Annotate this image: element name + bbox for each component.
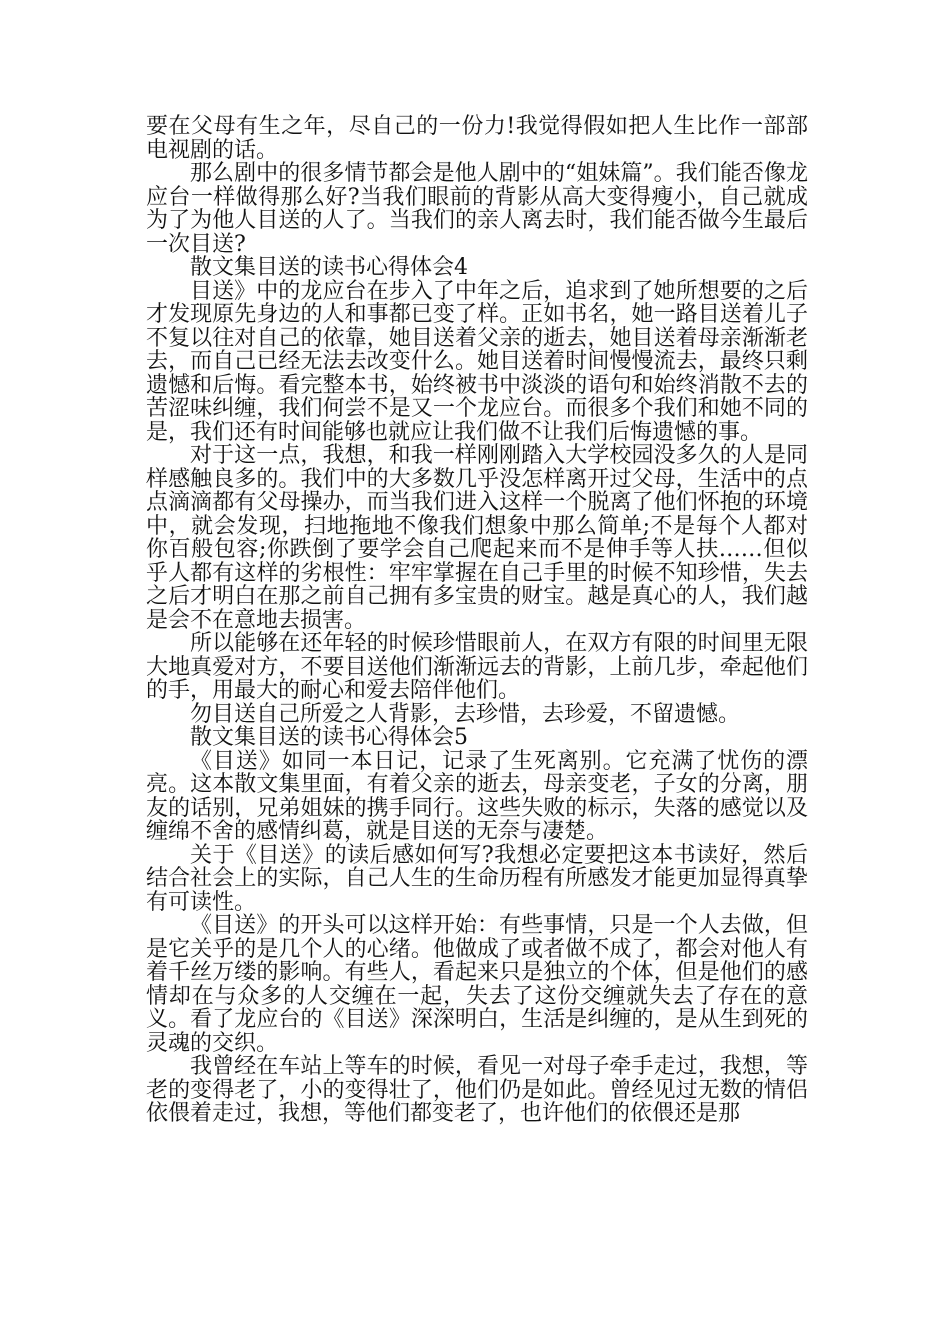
document-body bbox=[146, 115, 808, 1126]
paragraph: 关于《目送》的读后感如何写?我想必定要把这本书读好，然后结合社会上的实际，自己人生的生命历程有所感发才能更加显得真挚有可读性。 bbox=[146, 842, 808, 915]
paragraph: 勿目送自己所爱之人背影，去珍惜，去珍爱，不留遗憾。 bbox=[190, 701, 741, 727]
paragraph: 我曾经在车站上等车的时候，看见一对母子牵手走过，我想，等老的变得老了，小的变得壮了，他们仍是如此。曾经见过无数的情侣依偎着走过，我想，等他们都变老了，也许他们的依偎还是那 bbox=[146, 1054, 808, 1126]
paragraph: 目送》中的龙应台在步入了中年之后，追求到了她所想要的之后才发现原先身边的人和事都已变了样。正如书名，她一路目送着儿子不复以往对自己的依靠，她目送着父亲的逝去，她目送着母亲渐渐老去，而自己已经无法去改变什么。她目送着时间慢慢流去，最终只剩遗憾和后悔。看完整本书，始终被书中淡淡的语句和始终消散不去的苦涩味纠缠，我们何尝不是又一个龙应台。而很多个我们和她不同的是，我们还有时间能够也就应让我们做不让我们后悔遗憾的事。 bbox=[146, 278, 808, 445]
paragraph: 《目送》的开头可以这样开始：有些事情，只是一个人去做，但是它关乎的是几个人的心绪。他做成了或者做不成了，都会对他人有着千丝万缕的影响。有些人，看起来只是独立的个体，但是他们的感情却在与众多的人交缠在一起，失去了这份交缠就失去了存在的意义。看了龙应台的《目送》深深明白，生活是纠缠的，是从生到死的灵魂的交织。 bbox=[146, 913, 808, 1056]
paragraph: 对于这一点，我想，和我一样刚刚踏入大学校园没多久的人是同样感触良多的。我们中的大多数几乎没怎样离开过父母，生活中的点点滴滴都有父母操办，而当我们进入这样一个脱离了他们怀抱的环境中，就会发现，扫地拖地不像我们想象中那么简单;不是每个人都对你百般包容;你跌倒了要学会自己爬起来而不是伸手等人扶……但似乎人都有这样的劣根性：牢牢掌握在自己手里的时候不知珍惜，失去之后才明白在那之前自己拥有多宝贵的财宝。越是真心的人，我们越是会不在意地去损害。 bbox=[146, 443, 808, 633]
paragraph: 要在父母有生之年，尽自己的一份力!我觉得假如把人生比作一部部电视剧的话。 bbox=[146, 114, 808, 163]
paragraph: 那么剧中的很多情节都会是他人剧中的“姐妹篇”。我们能否像龙应台一样做得那么好?当我们眼前的背影从高大变得瘦小，自己就成为了为他人目送的人了。当我们的亲人离去时，我们能否做今生最后一次目送? bbox=[146, 161, 808, 257]
section-heading: 散文集目送的读书心得体会4 bbox=[190, 255, 468, 280]
paragraph: 所以能够在还年轻的时候珍惜眼前人，在双方有限的时间里无限大地真爱对方，不要目送他们渐渐远去的背影，上前几步，牵起他们的手，用最大的耐心和爱去陪伴他们。 bbox=[146, 631, 808, 703]
section-heading: 散文集目送的读书心得体会5 bbox=[190, 725, 468, 750]
paragraph: 《目送》如同一本日记，记录了生死离别。它充满了忧伤的漂亮。这本散文集里面，有着父亲的逝去，母亲变老，子女的分离，朋友的话别，兄弟姐妹的携手同行。这些失败的标示，失落的感觉以及缠绵不舍的感情纠葛，就是目送的无奈与凄楚。 bbox=[146, 748, 808, 844]
